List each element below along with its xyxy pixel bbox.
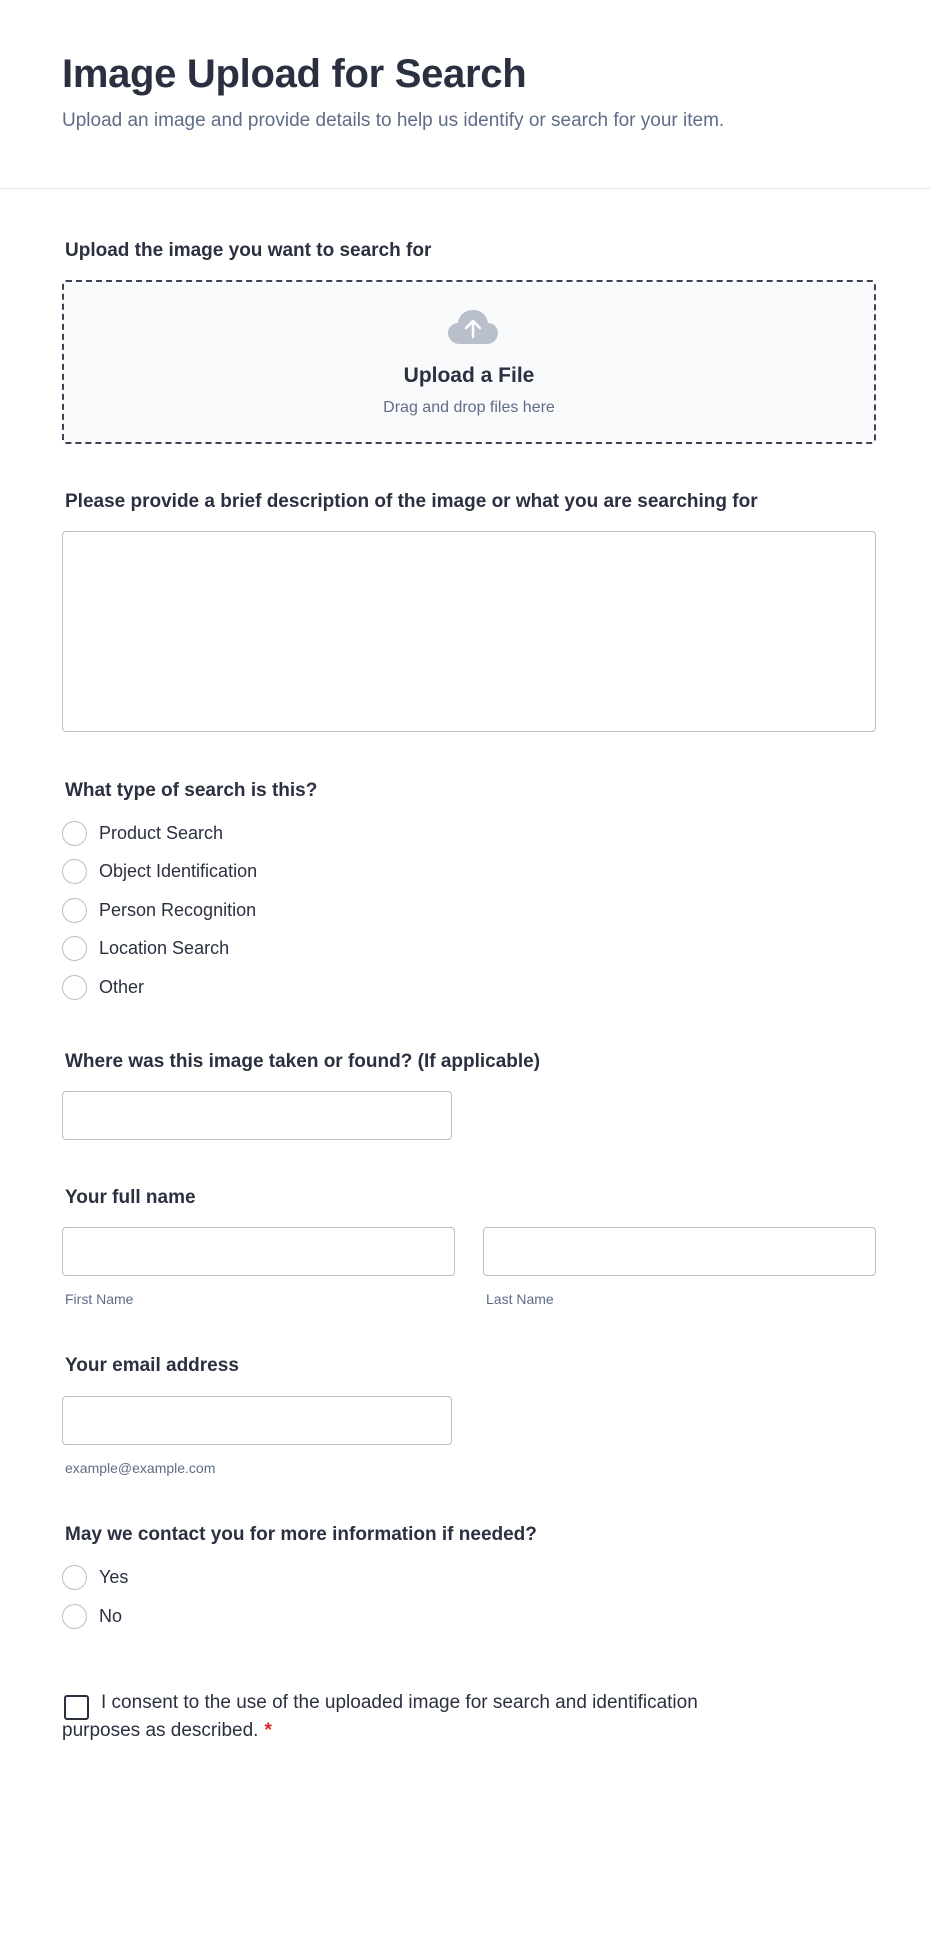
last-name-input[interactable] bbox=[483, 1227, 876, 1276]
radio-option-person-recognition[interactable] bbox=[62, 896, 256, 924]
radio-option-location-search[interactable] bbox=[62, 934, 229, 962]
radio-label: Object Identification bbox=[99, 860, 258, 881]
location-label: Where was this image taken or found? (If applicable) bbox=[65, 1051, 541, 1072]
upload-title: Upload a File bbox=[403, 364, 535, 387]
radio-button[interactable] bbox=[62, 1565, 87, 1590]
search-type-label: What type of search is this? bbox=[65, 780, 318, 801]
page-title: Image Upload for Search bbox=[62, 52, 527, 96]
radio-label: Yes bbox=[99, 1566, 129, 1587]
cloud-upload-icon bbox=[447, 308, 499, 346]
upload-hint: Drag and drop files here bbox=[383, 399, 555, 416]
email-label: Your email address bbox=[65, 1355, 239, 1376]
radio-label: Person Recognition bbox=[99, 899, 257, 920]
radio-label: No bbox=[99, 1605, 123, 1626]
consent-text-line2-text: purposes as described. bbox=[62, 1720, 259, 1741]
radio-option-product-search[interactable] bbox=[62, 819, 223, 847]
radio-option-no[interactable] bbox=[62, 1602, 122, 1630]
full-name-label: Your full name bbox=[65, 1187, 196, 1208]
radio-label: Product Search bbox=[99, 822, 224, 843]
radio-option-yes[interactable] bbox=[62, 1563, 128, 1591]
radio-button[interactable] bbox=[62, 936, 87, 961]
first-name-sublabel: First Name bbox=[65, 1291, 134, 1307]
upload-label: Upload the image you want to search for bbox=[65, 240, 432, 261]
consent-text-line1: I consent to the use of the uploaded image for search and identification bbox=[101, 1692, 698, 1713]
radio-button[interactable] bbox=[62, 1604, 87, 1629]
contact-label: May we contact you for more information if needed? bbox=[65, 1524, 537, 1545]
description-textarea[interactable] bbox=[62, 531, 876, 732]
location-input[interactable] bbox=[62, 1091, 452, 1140]
radio-button[interactable] bbox=[62, 898, 87, 923]
email-sublabel: example@example.com bbox=[65, 1460, 216, 1476]
radio-option-object-identification[interactable] bbox=[62, 857, 257, 885]
radio-button[interactable] bbox=[62, 859, 87, 884]
file-upload-dropzone[interactable] bbox=[62, 280, 876, 444]
radio-option-other[interactable] bbox=[62, 973, 144, 1001]
consent-text-line2 bbox=[62, 1720, 272, 1742]
email-input[interactable] bbox=[62, 1396, 452, 1445]
consent-checkbox[interactable] bbox=[64, 1695, 89, 1720]
radio-label: Other bbox=[99, 976, 145, 997]
radio-button[interactable] bbox=[62, 975, 87, 1000]
radio-button[interactable] bbox=[62, 821, 87, 846]
radio-label: Location Search bbox=[99, 937, 230, 958]
first-name-input[interactable] bbox=[62, 1227, 455, 1276]
form-header bbox=[0, 0, 930, 189]
page-subtitle: Upload an image and provide details to help us identify or search for your item. bbox=[62, 110, 725, 131]
description-label: Please provide a brief description of the image or what you are searching for bbox=[65, 491, 758, 512]
required-asterisk: * bbox=[264, 1720, 272, 1741]
last-name-sublabel: Last Name bbox=[486, 1291, 554, 1307]
